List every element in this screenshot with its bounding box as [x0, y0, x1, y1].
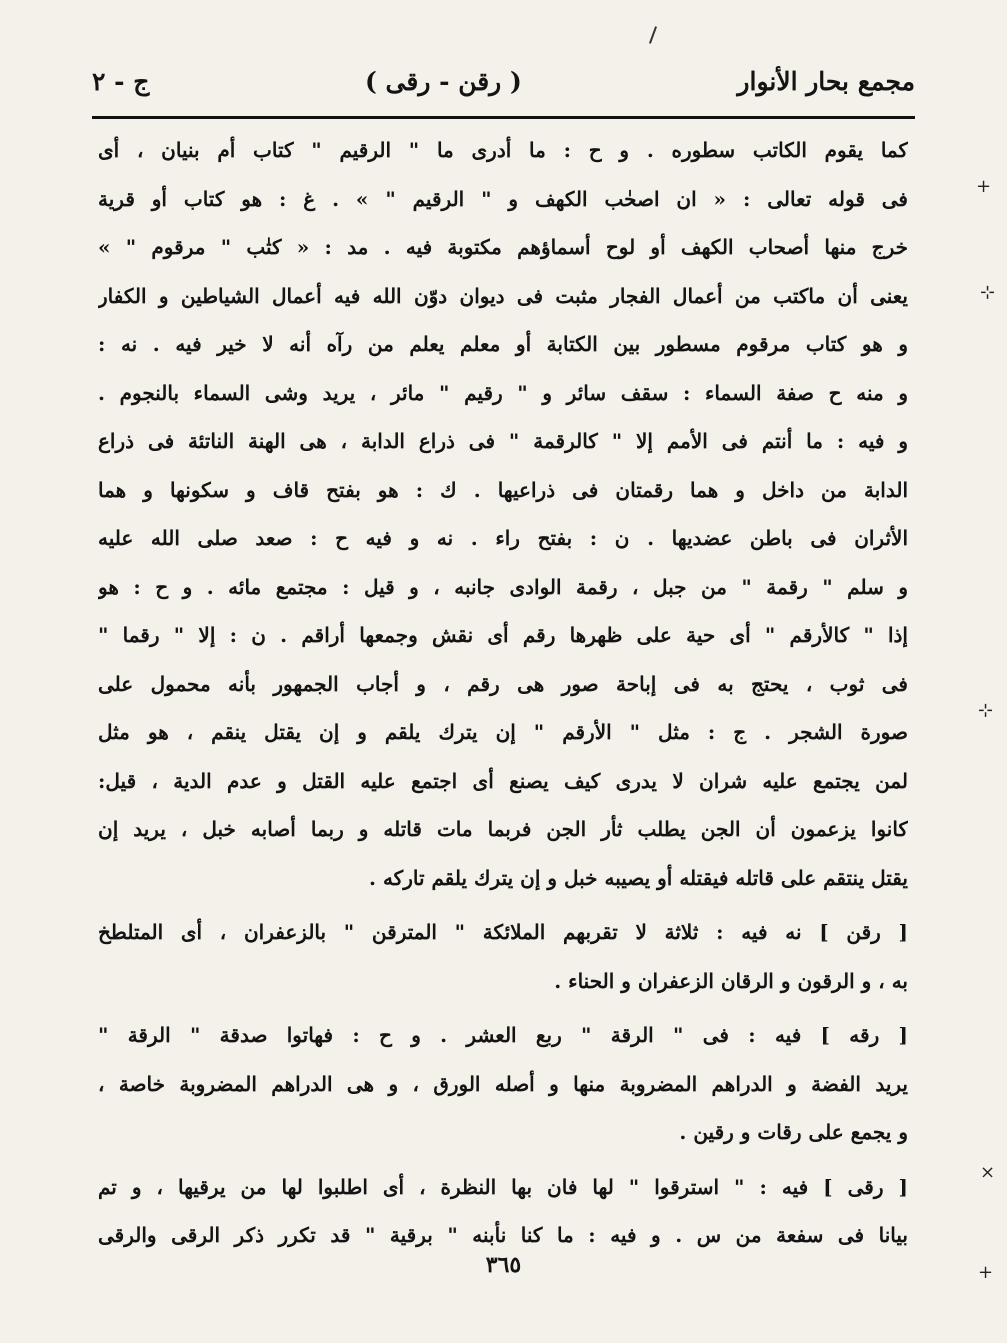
- text-line: يعنى أن ماكتب من أعمال الفجار مثبت فى ديوان دوّن الله فيه أعمال الشياطين و الكفار: [98, 283, 908, 308]
- text-line: الدابة من داخل و هما رقمتان فى ذراعيها . ك : هو بفتح قاف و سكونها و هما: [98, 477, 908, 502]
- text-line: يريد الفضة و الدراهم المضروبة منها و أصله الورق ، و هى الدراهم المضروبة خاصة ،: [98, 1071, 908, 1096]
- margin-mark-icon: ⊹: [980, 282, 996, 303]
- text-line: بيانا فى سفعة من س . و فيه : ما كنا نأبنه " برقية " قد تكرر ذكر الرقى والرقى: [98, 1223, 908, 1247]
- entry-heading-line: [ رقه ] فيه : فى " الرقة " ربع العشر . و ح : فهاتوا صدقة " الرقة ": [98, 1023, 908, 1047]
- text-line: لمن يجتمع عليه شران لا يدرى كيف يصنع أى اجتمع عليه القتل و عدم الدية ، قيل:: [98, 768, 908, 793]
- margin-mark-icon: +: [978, 1262, 994, 1283]
- book-title: مجمع بحار الأنوار: [737, 66, 915, 96]
- text-line: خرج منها أصحاب الكهف أو لوح أسماؤهم مكتوبة فيه . مد : « كتٰب " مرقوم " »: [98, 235, 908, 259]
- text-line: الأثران فى باطن عضديها . ن : بفتح راء . نه و فيه ح : صعد صلى الله عليه: [98, 526, 908, 550]
- volume-number: ج - ٢: [92, 66, 150, 96]
- page-header: [92, 58, 915, 104]
- page-number: ٣٦٥: [485, 1252, 522, 1278]
- entry-heading-line: [ رقى ] فيه : " استرقوا " لها فان بها النظرة ، أى اطلبوا لها من يرقيها ، و تم: [98, 1174, 908, 1199]
- text-line: به ، و الرقون و الرقان الزعفران و الحناء .: [554, 968, 908, 993]
- text-line: و يجمع على رقات و رقين .: [679, 1120, 908, 1144]
- text-line: و هو كتاب مرقوم مسطور بين الكتابة أو معلم يعلم من رآه أنه لا خير فيه . نه :: [98, 332, 908, 356]
- margin-mark-icon: +: [976, 176, 992, 197]
- text-line: إذا " كالأرقم " أى حية على ظهرها رقم أى نقش وجمعها أراقم . ن : إلا " رقما ": [98, 623, 908, 647]
- header-rule: [92, 116, 915, 119]
- text-line: كانوا يزعمون أن الجن يطلب ثأر الجن فربما مات قاتله و ربما أصابه خبل ، يريد إن: [98, 817, 908, 841]
- text-line: فى ثوب ، يحتج به فى إباحة صور هى رقم ، و أجاب الجمهور بأنه محمول على: [98, 671, 908, 696]
- text-line: صورة الشجر . ج : مثل " الأرقم " إن يترك يلقم و إن يقتل ينقم ، هو مثل: [98, 720, 908, 744]
- entry-heading-line: [ رقن ] نه فيه : ثلاثة لا تقربهم الملائكة " المترقن " بالزعفران ، أى المتلطخ: [98, 920, 908, 944]
- body-text: [98, 126, 908, 1260]
- text-line: و منه ح صفة السماء : سقف سائر و " رقيم " مائر ، يريد وشى السماء بالنجوم .: [98, 380, 908, 405]
- text-line: و فيه : ما أنتم فى الأمم إلا " كالرقمة " فى ذراع الدابة ، هى الهنة الناتئة فى ذراع: [98, 429, 908, 453]
- text-line: و سلم " رقمة " من جبل ، رقمة الوادى جانبه ، و قيل : مجتمع مائه . و ح : هو: [98, 574, 908, 599]
- text-line: كما يقوم الكاتب سطوره . و ح : ما أدرى ما " الرقيم " كتاب أم بنيان ، أى: [98, 138, 908, 162]
- text-line: فى قوله تعالى : « ان اصحٰب الكهف و " الرقيم " » . غ : هو كتاب أو قرية: [98, 186, 908, 211]
- margin-mark-icon: ⊹: [978, 700, 994, 721]
- text-line: يقتل ينتقم على قاتله فيقتله أو يصيبه خبل و إن يترك يلقم تاركه .: [369, 865, 908, 890]
- entry-range: ( رقن - رقى ): [365, 66, 522, 96]
- margin-mark-icon: ×: [980, 1162, 996, 1183]
- ink-stroke: [649, 26, 657, 44]
